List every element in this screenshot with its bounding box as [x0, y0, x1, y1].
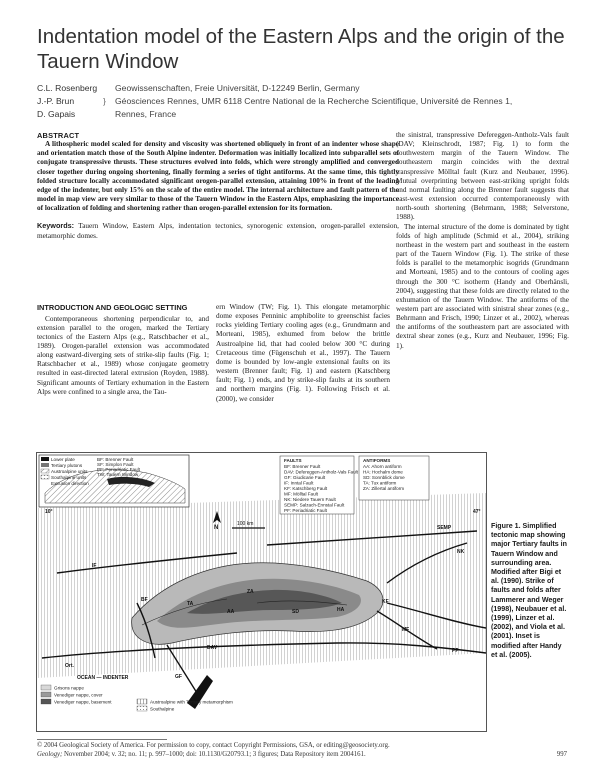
author-affiliation: Rennes, France — [115, 109, 177, 119]
citation-line — [37, 750, 567, 759]
figure-1-map — [36, 452, 487, 732]
inset-legend-item: Southalpine units — [51, 475, 87, 480]
abstract-body: A lithospheric model scaled for density and viscosity was shortened obliquely in front of an indenter whose shape and orientation match those of the South Alpine indenter. Deformation was initially localized into subparallel sets of conjugate transpressive thrusts. These structures evolved into folds, which were strongly amplified and converged closer together during ongoing shortening, finally forming a series of tight antiforms. At the same time, this tightly folded structure locally accommodated significant orogen-parallel extension, attaining 100% in front of the leading edge of the indenter, but only 15% on the scale of the entire model. The internal architecture and fault pattern of the model in map view are very similar to those of the Tauern Window in the Eastern Alps, emphasizing the importance of localization of folding and shortening rather than orogen-parallel extension for its formation. — [37, 140, 399, 213]
antiforms-title: ANTIFORMS — [363, 458, 391, 463]
journal-name: Geology; — [37, 751, 63, 758]
col3-paragraph-1: the sinistral, transpressive Defereggen-Antholz-Vals fault (DAV; Kleinschrodt, 1987; Fig. 1) to form the southwestern margin of the Tauern Window. The southeastern margin coincides with the dextral transpressive Mölltal fault (Kurz and Neubauer, 1996). Mutual overprinting between east-striking upright folds and normal faulting along the Brenner fault suggests that east-west extension occurred contemporaneously with north-south shortening (Behrmann, 1988; Selverstone, 1988). — [396, 131, 569, 222]
legend-swatch — [41, 699, 51, 704]
page-number: 997 — [556, 751, 567, 758]
inset-legend-item: Extrusion direction — [51, 481, 89, 486]
map-label: 47° — [473, 509, 481, 515]
author-brace — [103, 108, 115, 121]
author-brace: } — [103, 96, 106, 106]
bottom-legend-item: Austroalpine with Tertiary metamorphism — [150, 699, 233, 705]
map-label: OCEAN — INDENTER — [77, 675, 129, 681]
inset-legend-item: Austroalpine units — [51, 469, 88, 474]
bottom-legend-item: Venediger nappe, cover — [54, 692, 103, 698]
paper-title: Indentation model of the Eastern Alps and the origin of the Tauern Window — [37, 25, 565, 73]
scale-label: 100 km — [237, 521, 254, 527]
author-name: D. Gapais — [37, 109, 76, 119]
citation-text: November 2004; v. 32; no. 11; p. 997–1000; doi: 10.1130/G20793.1; 3 figures; Data Repository item 2004161. — [64, 751, 366, 758]
antiform-item: SD: Sonnblick dome — [363, 475, 405, 480]
legend-swatch — [137, 706, 147, 711]
bottom-legend-item: Southalpine — [150, 706, 175, 712]
map-label: Ort. — [65, 663, 74, 669]
author-row — [37, 108, 512, 121]
map-label: SEMP — [437, 525, 452, 531]
fault-item: IF: Inntal Fault — [284, 480, 314, 486]
faults-title: FAULTS — [284, 458, 302, 463]
author-affiliation: Geowissenschaften, Freie Universität, D-12249 Berlin, Germany — [115, 83, 360, 93]
map-label: NK — [457, 549, 465, 555]
antiform-item: TA: Tux antiform — [363, 480, 397, 486]
legend-swatch — [41, 457, 49, 461]
antiform-item: HA: Hochalm dome — [363, 469, 403, 475]
antiform-item: AA: Ahorn antiform — [363, 464, 402, 469]
abstract-block — [37, 131, 399, 241]
legend-swatch — [137, 699, 147, 704]
section-heading: INTRODUCTION AND GEOLOGIC SETTING — [37, 303, 188, 312]
col3-paragraph-2: The internal structure of the dome is dominated by tight folds of high amplitude (Schmid et al., 2004), striking northeast in the western part and southeast in the eastern part of the Tauern Window (Fig. 1). The strike of these folds is parallel to the metamorphic isogrids (Grundmann and Morteani, 1985) and to the contours of cooling ages through the 300 °C isotherm (Handy and Oberhänsli, 2004), suggesting that these folds are directly related to the exhumation of the Tauern Window. The antiforms of the western part are associated with sinistral shear zones (e.g., Behrmann and Frisch, 1990; Linzer et al., 2002), whereas the antiforms of the southeastern part are associated with dextral shear zones (e.g., Kurz and Neubauer, 1996; Fig. 1). — [396, 222, 569, 350]
intro-column-1 — [37, 303, 209, 397]
map-label: SD — [292, 609, 299, 615]
map-label: TA — [187, 601, 194, 607]
text-column-3 — [396, 131, 569, 351]
map-label: AA — [227, 609, 235, 615]
figure-caption: Figure 1. Simplified tectonic map showing major Tertiary faults in Tauern Window and surrounding area. Modified after Bigi et al. (1990). Strike of faults and folds after Lammerer and Weger (1998), Neubauer et al. (1999), Linzer et al. (2002), and Viola et al. (2001). Inset is modified after Handy et al. (2005). — [491, 522, 567, 659]
intro-paragraph-1: Contemporaneous shortening perpendicular to, and extension parallel to the orogen, marked the Tertiary tectonics of the Eastern Alps (e.g., Ratschbacher et al., 1989). Orogen-parallel extension was accommodated along eastward-diverging sets of strike-slip faults (Fig. 1; Ratschbacher et al., 1989) whose conjugate geometry resulted in east-directed lateral extrusion (Royden, 1988). Significant amounts of Tertiary exhumation in the Eastern Alps were confined to a single area, the Tau- — [37, 314, 209, 396]
fault-item: KF: Katschberg Fault — [284, 486, 328, 491]
north-label: N — [214, 525, 219, 531]
inset-legend-item: Tertiary plutons — [51, 463, 83, 468]
abstract-heading: ABSTRACT — [37, 131, 80, 140]
fault-item: NK: Niedere Tauern Fault — [284, 497, 336, 502]
map-label: ZA — [247, 589, 254, 595]
legend-swatch — [41, 469, 49, 473]
fault-item: BF: Brenner Fault — [284, 464, 321, 469]
intro-column-2 — [216, 303, 390, 404]
author-row — [37, 95, 512, 108]
map-label: BF — [141, 597, 148, 603]
copyright-line: © 2004 Geological Society of America. For permission to copy, contact Copyright Permissions, GSA, or editing@geosociety.org. — [37, 742, 390, 749]
author-row — [37, 82, 512, 95]
fault-item: MF: Mölltal Fault — [284, 491, 318, 497]
footer-rule — [37, 739, 167, 740]
keywords — [37, 221, 399, 240]
author-block — [37, 82, 512, 121]
fault-item: SEMP: Salzach-Ennstal Fault — [284, 502, 345, 508]
inset-legend-item: Lower plate — [51, 457, 75, 462]
author-name: C.L. Rosenberg — [37, 83, 98, 93]
fault-item: GF: Giudicarie Fault — [284, 475, 326, 480]
map-label: KF — [382, 599, 389, 605]
page-footer — [37, 741, 567, 759]
bottom-legend-item: Grisons nappe — [54, 685, 84, 691]
map-label: HA — [337, 607, 345, 613]
inset-fault-item: SF: Simplon Fault — [97, 462, 134, 467]
fault-item: PF: Periadriatic Fault — [284, 508, 327, 513]
bottom-legend-item: Venediger nappe, basement — [54, 699, 112, 705]
antiforms-legend — [359, 456, 429, 500]
map-label: 10° — [45, 509, 53, 515]
author-brace — [103, 82, 115, 95]
fault-item: DAV: Defereggen-Antholz-Vals Fault — [284, 469, 358, 475]
keywords-text: Tauern Window, Eastern Alps, indentation tectonics, synorogenic extension, orogen-parallel extension, metamorphic domes. — [37, 222, 399, 240]
tectonic-map-svg — [37, 453, 486, 731]
inset-fault-item: TW: Tauern Window — [97, 472, 139, 477]
map-label: IF — [92, 563, 97, 569]
map-label: DAV — [207, 645, 218, 651]
map-label: PF — [452, 648, 459, 654]
legend-swatch — [41, 463, 49, 467]
author-affiliation: Géosciences Rennes, UMR 6118 Centre National de la Recherche Scientifique, Université de Rennes 1, — [115, 96, 513, 106]
inset-fault-item: BF: Brenner Fault — [97, 457, 134, 462]
author-name: J.-P. Brun — [37, 96, 75, 106]
inset-fault-item: PF: Periadriatic Fault — [97, 467, 140, 472]
intro-paragraph-2: ern Window (TW; Fig. 1). This elongate metamorphic dome exposes Penninic amphibolite to greenschist facies rocks yielding Tertiary cooling ages (e.g., Grundmann and Morteani, 1985), exhumed from below the brittle Austroalpine lid, that had cooled below 300 °C during Cretaceous time (Fügenschuh et al., 1997). The Tauern dome is bounded by low-angle extensional faults on its western (Brenner fault; Fig. 1) and eastern (Katschberg fault; Fig. 1) ends, and by strike-slip faults at its southern and northern margins (Fig. 1). Following Frisch et al. (2000), we consider — [216, 303, 390, 403]
legend-swatch — [41, 475, 49, 479]
antiform-item: ZA: Zillertal antiform — [363, 486, 405, 491]
map-label: GF — [175, 674, 182, 680]
faults-legend — [280, 456, 359, 514]
map-label: MF — [402, 627, 410, 633]
legend-swatch — [41, 692, 51, 697]
keywords-label: Keywords: — [37, 221, 75, 231]
legend-swatch — [41, 685, 51, 690]
